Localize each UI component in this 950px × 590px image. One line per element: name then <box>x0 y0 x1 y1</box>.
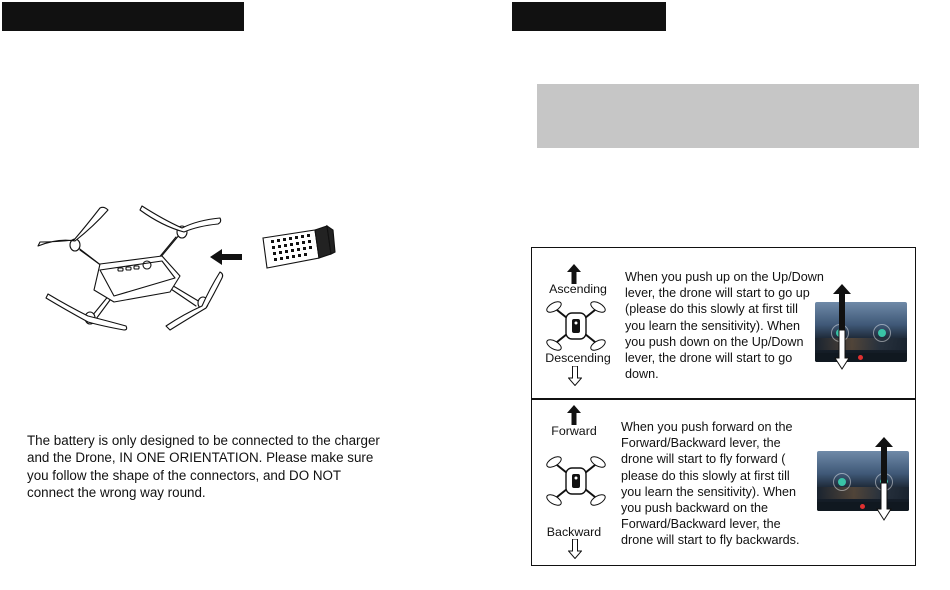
lever-up-arrow-icon <box>875 437 893 523</box>
battery-orientation-note: The battery is only designed to be connected to the charger and the Drone, IN ONE ORIENTATION. Please make sure you follow the shape of the connectors, and DO NOT connect the wrong way round. <box>27 433 380 501</box>
right-section-header-bar <box>512 2 666 31</box>
up-arrow-icon <box>567 405 581 425</box>
down-arrow-icon <box>568 539 582 559</box>
backward-label: Backward <box>546 525 602 539</box>
battery-pack-icon <box>257 218 337 274</box>
ascend-descend-description: When you push up on the Up/Down lever, the drone will start to go up (please do this slowly at first till you learn the sensitivity). When you push down on the Up/Down lever, the drone will start to go down. <box>625 270 824 382</box>
panel-ascend-descend <box>531 247 916 400</box>
up-arrow-icon <box>567 264 581 284</box>
section-title-box <box>537 84 919 148</box>
forward-label: Forward <box>551 424 597 438</box>
drone-illustration-icon <box>30 198 250 338</box>
lever-up-arrow-icon <box>833 284 851 370</box>
descending-label: Descending <box>545 351 611 365</box>
ascending-label: Ascending <box>549 282 607 296</box>
panel-forward-backward <box>531 398 916 566</box>
mini-drone-icon <box>545 298 607 354</box>
phone-screen-icon <box>817 451 909 511</box>
insert-arrow-icon <box>208 248 242 266</box>
phone-screen-icon <box>815 302 907 362</box>
left-section-header-bar <box>2 2 244 31</box>
forward-backward-description: When you push forward on the Forward/Backward lever, the drone will start to fly forward ( please do this slowly at first till you learn the sensitivity). When you push backward on the Forward/Backward lever, the drone will start to fly backwards. <box>621 420 800 548</box>
down-arrow-icon <box>568 366 582 386</box>
mini-drone-icon <box>545 453 607 509</box>
